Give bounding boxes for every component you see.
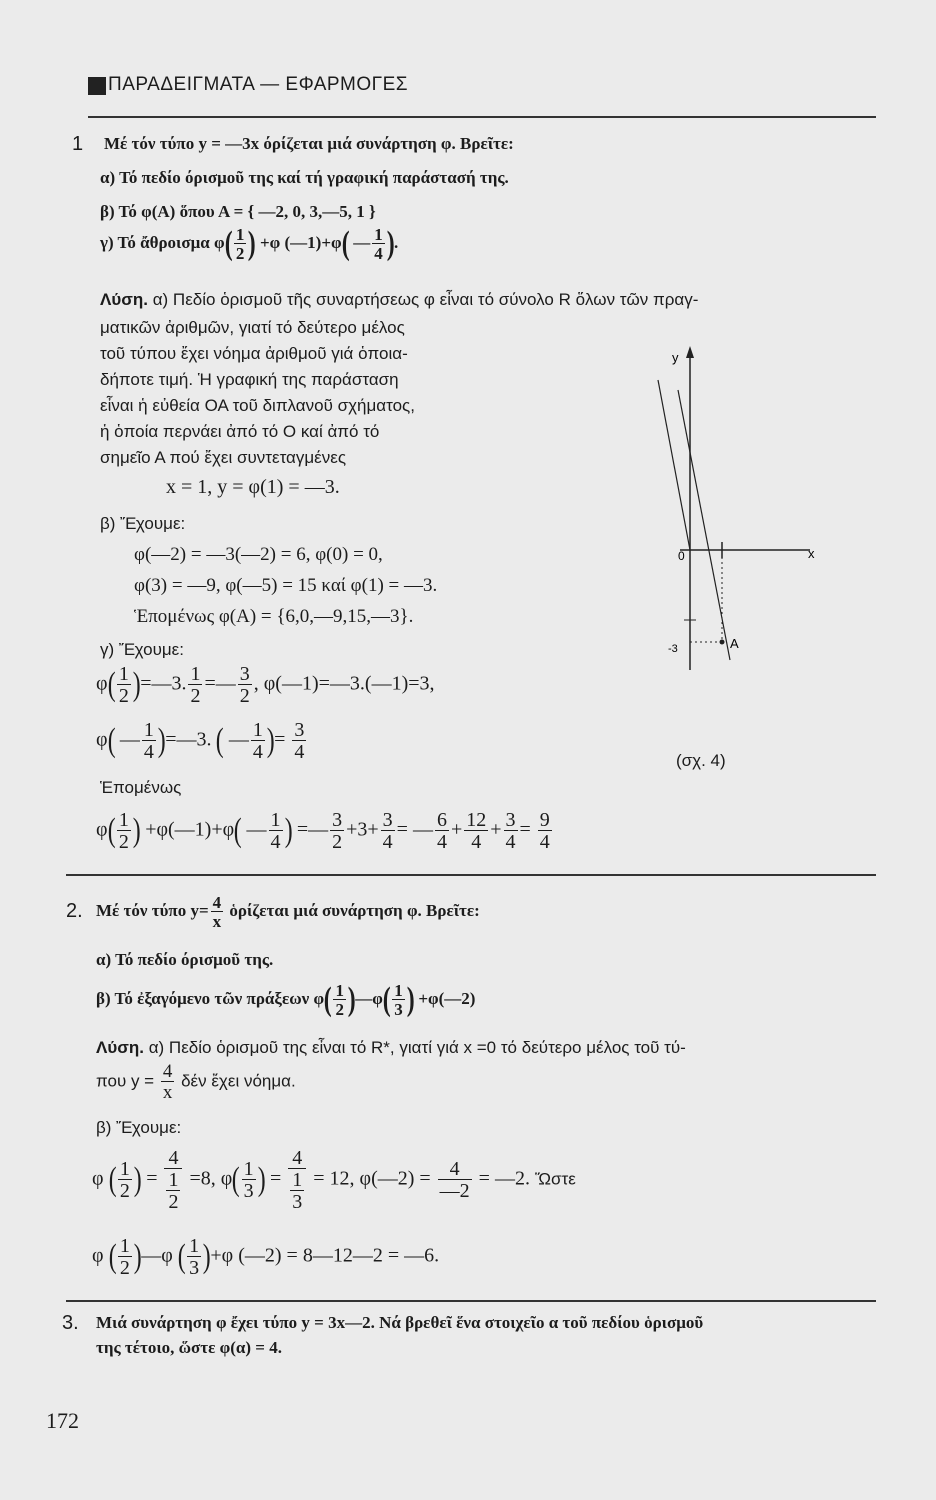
section-header: ΠΑΡΑΔΕΙΓΜΑΤΑ — ΕΦΑΡΜΟΓΕΣ bbox=[108, 74, 409, 95]
solution-1-b-label: β) Ἔχουμε: bbox=[100, 514, 186, 533]
solution-1-line-7: σημεῖο Α πού ἔχει συντεταγμένες bbox=[100, 448, 347, 467]
solution-1-final-sum: φ( $\frac{1}{2}$ ) +φ(—1)+φ( — $\frac{1}{4}$ ) =— $\frac{3}{2}$ +3+ $\frac{3}{4}$ = — $\frac{6}{4}$ + $\frac{12}{4}$ + $\frac{3}{4}$ = $\frac{9}{4}$ bbox=[96, 809, 550, 853]
example-1-statement: Μέ τόν τύπο y = —3x όρίζεται μιά συνάρτηση φ. Βρεῖτε: bbox=[104, 134, 514, 153]
solution-1-line-4: δήποτε τιμή. Ἡ γραφική της παράσταση bbox=[100, 370, 399, 389]
solution-1-c-line-1: φ( $\frac{1}{2}$ )=—3. $\frac{1}{2}$ =— $\frac{3}{2}$ , φ(—1)=—3.(—1)=3, bbox=[96, 663, 435, 707]
y-axis-label: y bbox=[672, 350, 679, 365]
solution-1-line-1: Λύση. α) Πεδίο ὁρισμοῦ τῆς συναρτήσεως φ εἶναι τό σύνολο R ὅλων τῶν πραγ- bbox=[100, 290, 699, 309]
solution-1-b-line-1: φ(—2) = —3(—2) = 6, φ(0) = 0, bbox=[134, 544, 383, 565]
example-1-part-a: α) Τό πεδίο όρισμοῦ της καί τή γραφική παράστασή της. bbox=[100, 168, 509, 187]
solution-1-c-line-2: φ( — $\frac{1}{4}$ )=—3. ( — $\frac{1}{4}$ )= $\frac{3}{4}$ bbox=[96, 719, 305, 763]
solution-1-line-6: ἡ ὁποία περνάει ἀπό τό Ο καί ἀπό τό bbox=[100, 422, 380, 441]
solution-2-b-label: β) Ἔχουμε: bbox=[96, 1118, 182, 1137]
solution-2-line-1: Λύση. α) Πεδίο ὁρισμοῦ της εἶναι τό R*, γιατί γιά x =0 τό δεύτερο μέλος τοῦ τύ- bbox=[96, 1038, 686, 1057]
figure-4-graph bbox=[650, 340, 850, 680]
point-a-coordinates: x = 1, y = φ(1) = —3. bbox=[166, 476, 340, 498]
solution-1-line-5: εἶναι ἡ εὐθεία ΟΑ τοῦ διπλανοῦ σχήματος, bbox=[100, 396, 415, 415]
solution-1-b-line-2: φ(3) = —9, φ(—5) = 15 καί φ(1) = —3. bbox=[134, 575, 438, 596]
point-a bbox=[720, 640, 725, 645]
solution-1-c-label: γ) Ἔχουμε: bbox=[100, 640, 184, 659]
minus-3-tick-label: -3 bbox=[668, 643, 678, 655]
solution-1-line-3: τοῦ τύπου ἔχει νόημα ἀριθμοῦ γιά ὁποια- bbox=[100, 344, 408, 363]
example-1-number: 1 bbox=[72, 133, 84, 155]
example-2-part-a: α) Τό πεδίο όρισμοῦ της. bbox=[96, 950, 274, 969]
example-1-part-b: β) Τό φ(Α) ὅπου Α = { —2, 0, 3,—5, 1 } bbox=[100, 202, 376, 221]
example-3-line-2: της τέτοιο, ὥστε φ(α) = 4. bbox=[96, 1338, 282, 1357]
solution-2-b-line-2: φ ( $\frac{1}{2}$ )—φ ( $\frac{1}{3}$ )+φ (—2) = 8—12—2 = —6. bbox=[92, 1235, 440, 1279]
example-2-number: 2. bbox=[66, 900, 83, 922]
point-a-label: A bbox=[730, 636, 739, 651]
example-1-part-c: γ) Τό ἄθροισμα φ( $\frac{1}{2}$ ) +φ (—1)+φ( — $\frac{1}{4}$ ). bbox=[100, 225, 399, 263]
separator-1 bbox=[66, 874, 876, 876]
solution-2-b-line-1: φ ( $\frac{1}{2}$ ) = $\frac{4}{\frac{1}{2}}$ =8, φ( $\frac{1}{3}$ ) = $\frac{4}{\frac{1}{3}}$ = 12, φ(—2) = $\frac{4}{—2}$ = —2. Ὥστε bbox=[92, 1147, 576, 1213]
y-axis-arrow bbox=[686, 346, 694, 358]
page-number: 172 bbox=[46, 1408, 79, 1433]
figure-4-caption: (σχ. 4) bbox=[676, 751, 726, 770]
example-2-part-b: β) Τό ἐξαγόμενο τῶν πράξεων φ( $\frac{1}{2}$ )—φ( $\frac{1}{3}$ ) +φ(—2) bbox=[96, 981, 476, 1019]
header-square-marker bbox=[88, 77, 106, 95]
example-2-statement: Μέ τόν τύπο y= $\frac{4}{x}$ ὁρίζεται μιά συνάρτηση φ. Βρεῖτε: bbox=[96, 893, 480, 931]
x-axis-label: x bbox=[808, 546, 815, 561]
header-rule bbox=[88, 116, 876, 118]
line-oa-upper bbox=[658, 380, 690, 550]
solution-2-line-2: που y = $\frac{4}{x}$ δέν ἔχει νόημα. bbox=[96, 1061, 296, 1103]
origin-label: 0 bbox=[678, 549, 685, 563]
example-3-number: 3. bbox=[62, 1312, 79, 1334]
solution-1-line-2: ματικῶν ἀριθμῶν, γιατί τό δεύτερο μέλος bbox=[100, 318, 405, 337]
therefore-label: Ἑπομένως bbox=[100, 778, 182, 797]
separator-2 bbox=[66, 1300, 876, 1302]
solution-1-b-line-3: Ἑπομένως φ(Α) = {6,0,—9,15,—3}. bbox=[134, 606, 414, 627]
example-3-line-1: Μιά συνάρτηση φ ἔχει τύπο y = 3x—2. Νά βρεθεῖ ἕνα στοιχεῖο α τοῦ πεδίου ὁρισμοῦ bbox=[96, 1313, 704, 1332]
